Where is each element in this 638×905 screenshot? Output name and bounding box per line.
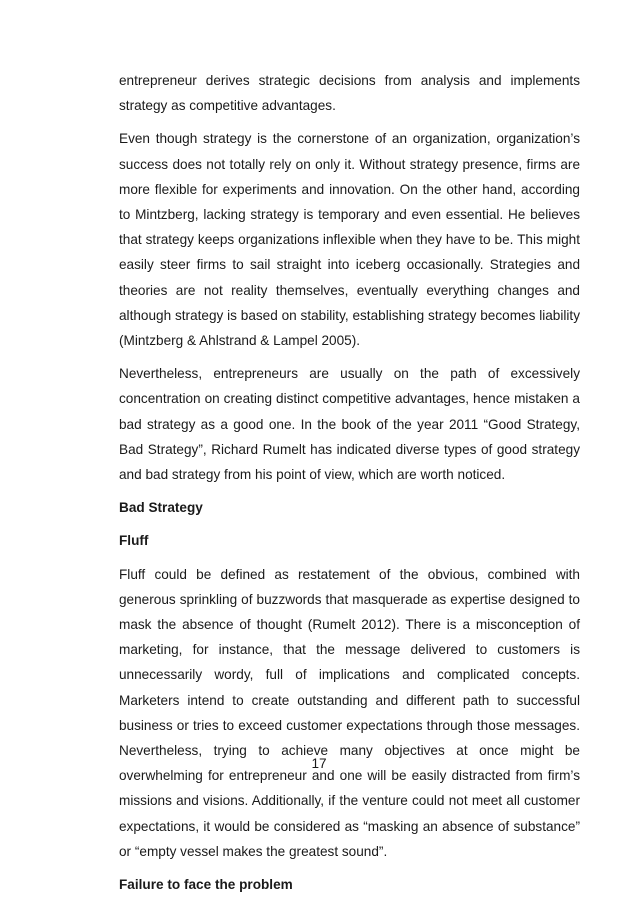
- page-number: 17: [311, 756, 327, 771]
- heading-bad-strategy: Bad Strategy: [119, 500, 203, 516]
- heading-failure-to-face-problem: Failure to face the problem: [119, 877, 293, 893]
- paragraph-fluff-definition: Fluff could be defined as restatement of the obvious, combined with generous sprinkling of buzzwords that masquerade as expertise designed to mask the absence of thought (Rumelt 2012). There is a misconception of marketing, for instance, that the message delivered to customers is unnecessarily wordy, full of implications and complicated concepts. Marketers intend to create outstanding and different path to successful business or tries to exceed customer expectations through those messages. Nevertheless, trying to achieve many objectives at once might be overwhelming for entrepreneur and one will be easily distracted from firm’s missions and visions. Additionally, if the venture could not meet all customer expectations, it would be considered as “masking an absence of substance” or “empty vessel makes the greatest sound”.: [119, 566, 580, 859]
- paragraph-strategy-cornerstone: Even though strategy is the cornerstone of an organization, organization’s success does not totally rely on only it. Without strategy presence, firms are more flexible for experiments and innovation. On the other hand, according to Mintzberg, lacking strategy is temporary and even essential. He believes that strategy keeps organizations inflexible when they have to be. This might easily steer firms to sail straight into iceberg occasionally. Strategies and theories are not reality themselves, eventually everything changes and although strategy is based on stability, establishing strategy becomes liability (Mintzberg & Ahlstrand & Lampel 2005).: [119, 131, 580, 349]
- page-body: [119, 68, 580, 905]
- paragraph-intro-continuation: entrepreneur derives strategic decisions from analysis and implements strategy as competitive advantages.: [119, 73, 580, 114]
- paragraph-entrepreneurs-path: Nevertheless, entrepreneurs are usually on the path of excessively concentration on creating distinct competitive advantages, hence mistaken a bad strategy as a good one. In the book of the year 2011 “Good Strategy, Bad Strategy”, Richard Rumelt has indicated diverse types of good strategy and bad strategy from his point of view, which are worth noticed.: [119, 366, 580, 483]
- heading-fluff: Fluff: [119, 533, 149, 549]
